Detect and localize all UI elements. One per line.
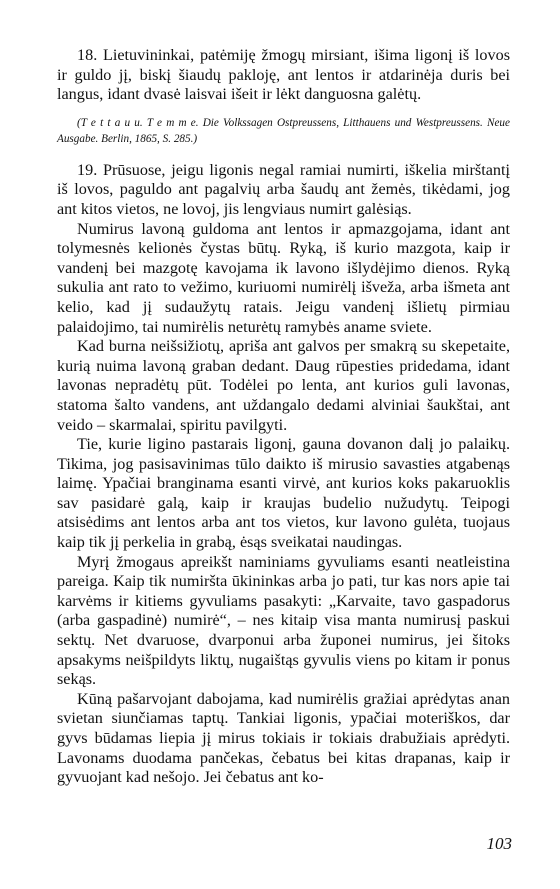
citation: (T e t t a u u. T e m m e. Die Volkssagen Ostpreussens, Litthauens und Westpreussens. Neue Ausgabe. Berlin, 1865, S. 285.)	[57, 116, 510, 145]
paragraph-19: 19. Prūsuose, jeigu ligonis negal ramiai numirti, iškelia mirštantį iš lovos, paguldo ant pagalvių arba šaudų ant žemės, tikėdami, jog ant kitos vietos, ne lovoj, jis lengviaus numirt galėsiąs.	[57, 160, 510, 218]
paragraph: Tie, kurie ligino pastarais ligonį, gauna dovanon dalį jo palaikų. Tikima, jog pasisavinimas tūlo daikto iš mirusio savasties atgabenąs laimę. Ypačiai branginama esanti virvė, ant kurios koks pakaruoklis sav pasidarė galą, kaip ir kraujas budelio nužudytų. Teipogi atsisėdims ant lentos arba ant tos vietos, kur lavono gulėta, tuojaus kaip tik jį perkelia in grabą, ėsąs sveikatai naudingas.	[57, 435, 510, 552]
paragraph: Kad burna neišsižiotų, apriša ant galvos per smakrą su skepetaite, kurią nuima lavoną graban dedant. Daug rūpesties pridedama, idant lavonas nepradėtų pūt. Todėlei po lenta, ant kurios guli lavonas, statoma šalto vandens, ant uždangalo dedami alviniai šaukštai, ant veido – skarmalai, spiritu pavilgyti.	[57, 337, 510, 434]
page-number: 103	[486, 834, 512, 853]
paragraph-18: 18. Lietuvininkai, patėmiję žmogų mirsiant, išima ligonį iš lovos ir guldo jį, biskį šiaudų pakloję, ant lentos ir atdarinėja duris bei langus, idant dvasė laisvai išeit ir lėkt danguosna galėtų.	[57, 46, 510, 104]
body-text	[57, 46, 510, 788]
paragraph: Numirus lavoną guldoma ant lentos ir apmazgojama, idant ant tolymesnės kelionės čystas būtų. Ryką, iš kurio mazgota, kaip ir vandenį bei mazgotę kavojama ik lavono išlydėjimo dienos. Ryką sukulia ant rato to vežimo, kuriuomi numirėlį išveža, arba išmeta ant kelio, kad jį sudaužytų ratais. Jeigu vandenį išlietų pirmiau palaidojimo, tai numirėlis neturėtų ramybės aname sviete.	[57, 219, 510, 336]
paragraph: Kūną pašarvojant dabojama, kad numirėlis gražiai aprėdytas anan svietan siunčiamas taptų. Tankiai ligonis, ypačiai moteriškos, dar gyvs būdamas liepia jį mirus tokiais ir tokiais drabužiais aprėdyti. Lavonams duodama pančekas, čebatus bei kitas drapanas, kaip ir gyvuojant kad nešojo. Jei čebatus ant ko-	[57, 689, 510, 787]
section-gap	[57, 147, 510, 161]
paragraph: Myrį žmogaus apreikšt naminiams gyvuliams esanti neatleistina pareiga. Kaip tik numiršta ūkininkas arba jo pati, tur kas nors apie tai karvėms ir kitiems gyvuliams pasakyti: „Karvaite, tavo gaspadorus (arba gaspadinė) numirė“, – nes kitaip visa manta numirusį paskui sektų. Net dvaruose, dvarponui arba župonei numirus, jei šitoks apsakyms neišpildyts liktų, nugaištąs gyvulis viens po kitam ir ponus sekąs.	[57, 552, 510, 689]
